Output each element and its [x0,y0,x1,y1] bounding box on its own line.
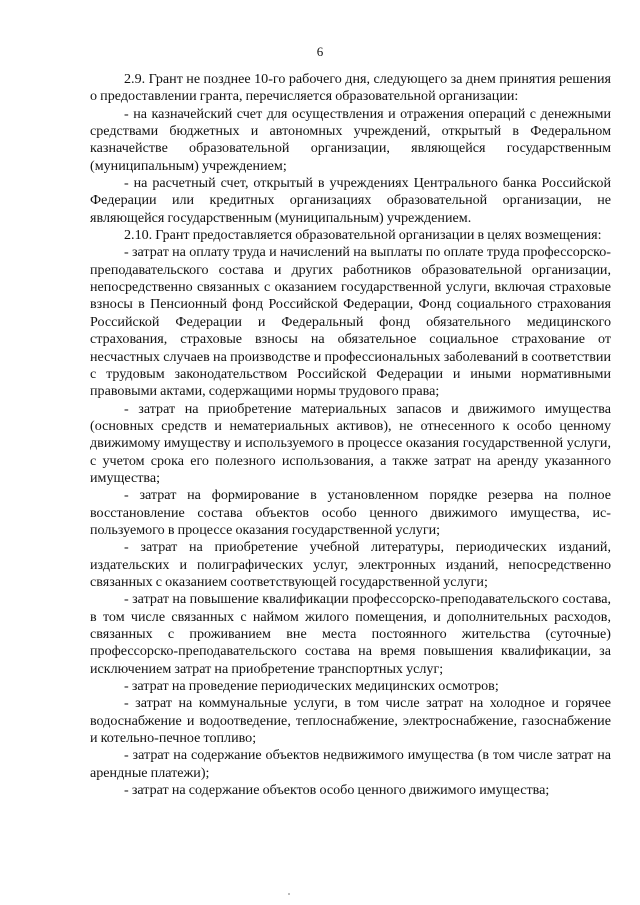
list-item-material-costs: - затрат на приобретение материальных запасов и движимого имущества (основных средств и нематериальных активов), не отнесенного к особо ценному движимому имуществу и используемого в процессе оказания государственной услуги, с учетом срока его полезного использования, а также затрат на аренду указанного имущества; [90,400,611,486]
list-item-literature-costs: - затрат на приобретение учебной литературы, периодических изданий, издательских и полиграфических услуг, электронных изданий, непосредственно связанных с оказанием соответствующей государственной услуги; [90,539,611,590]
list-item-settlement-account: - на расчетный счет, открытый в учреждениях Центрального банка Российской Федерации или кредитных организациях образовательной организации, не являющейся государственным (муниципальным) учреждением. [90,175,611,226]
list-item-labor-costs: - затрат на оплату труда и начислений на выплаты по оплате труда профессорско-преподавательского состава и других работников образовательной организации, непосредственно связанных с оказанием государственной услуги, включая страховые взносы в Пенсионный фонд Российской Федерации, Фонд социального страхования Российской Федерации и Федеральный фонд обязательного медицинского страхования, страховые взносы на обязательное социальное страхование от несчастных случаев на производстве и профессиональных заболеваний в соответствии с трудовым законодательством Российской Федерации и иными нормативными правовыми актами, содержащими нормы трудового права; [90,244,611,400]
list-item-movable-property-costs: - затрат на содержание объектов особо ценного движимого имущества; [124,782,550,799]
list-item-treasury-account: - на казначейский счет для осуществления и отражения операций с денежными средствами бюджетных и автономных учреждений, открытый в Федеральном казначействе образовательной организации, являющейся государственным (муниципальным) учреждением; [90,105,611,174]
list-item-medical-costs: - затрат на проведение периодических медицинских осмотров; [124,678,499,695]
paragraph-2-10: 2.10. Грант предоставляется образовательной организации в целях возмещения: [124,227,602,244]
list-item-qualification-costs: - затрат на повышение квалификации профессорско-преподавательского состава, в том числе связанных с наймом жилого помещения, и дополнительных расходов, связанных с проживанием вне места постоянного жительства (суточные) профессорско-преподавательского состава на время повышения квалификации, за исключением затрат на приобретение транспортных услуг; [90,591,611,677]
list-item-reserve-costs: - затрат на формирование в установленном порядке резерва на полное восстановление состава объектов особо ценного движимого имущества, используемого в процессе оказания государственной услуги; [90,487,611,538]
list-item-real-estate-costs: - затрат на содержание объектов недвижимого имущества (в том числе затрат на арендные платежи); [90,747,611,781]
paragraph-2-9: 2.9. Грант не позднее 10-го рабочего дня, следующего за днем принятия решения о предоставлении гранта, перечисляется образовательной организации: [90,71,611,105]
scan-artifact [288,893,290,895]
list-item-utility-costs: - затрат на коммунальные услуги, в том числе затрат на холодное и горячее водоснабжение и водоотведение, теплоснабжение, электроснабжение, газоснабжение и котельно-печное топливо; [90,695,611,747]
document-body [90,71,611,799]
page-number: 6 [316,44,324,59]
